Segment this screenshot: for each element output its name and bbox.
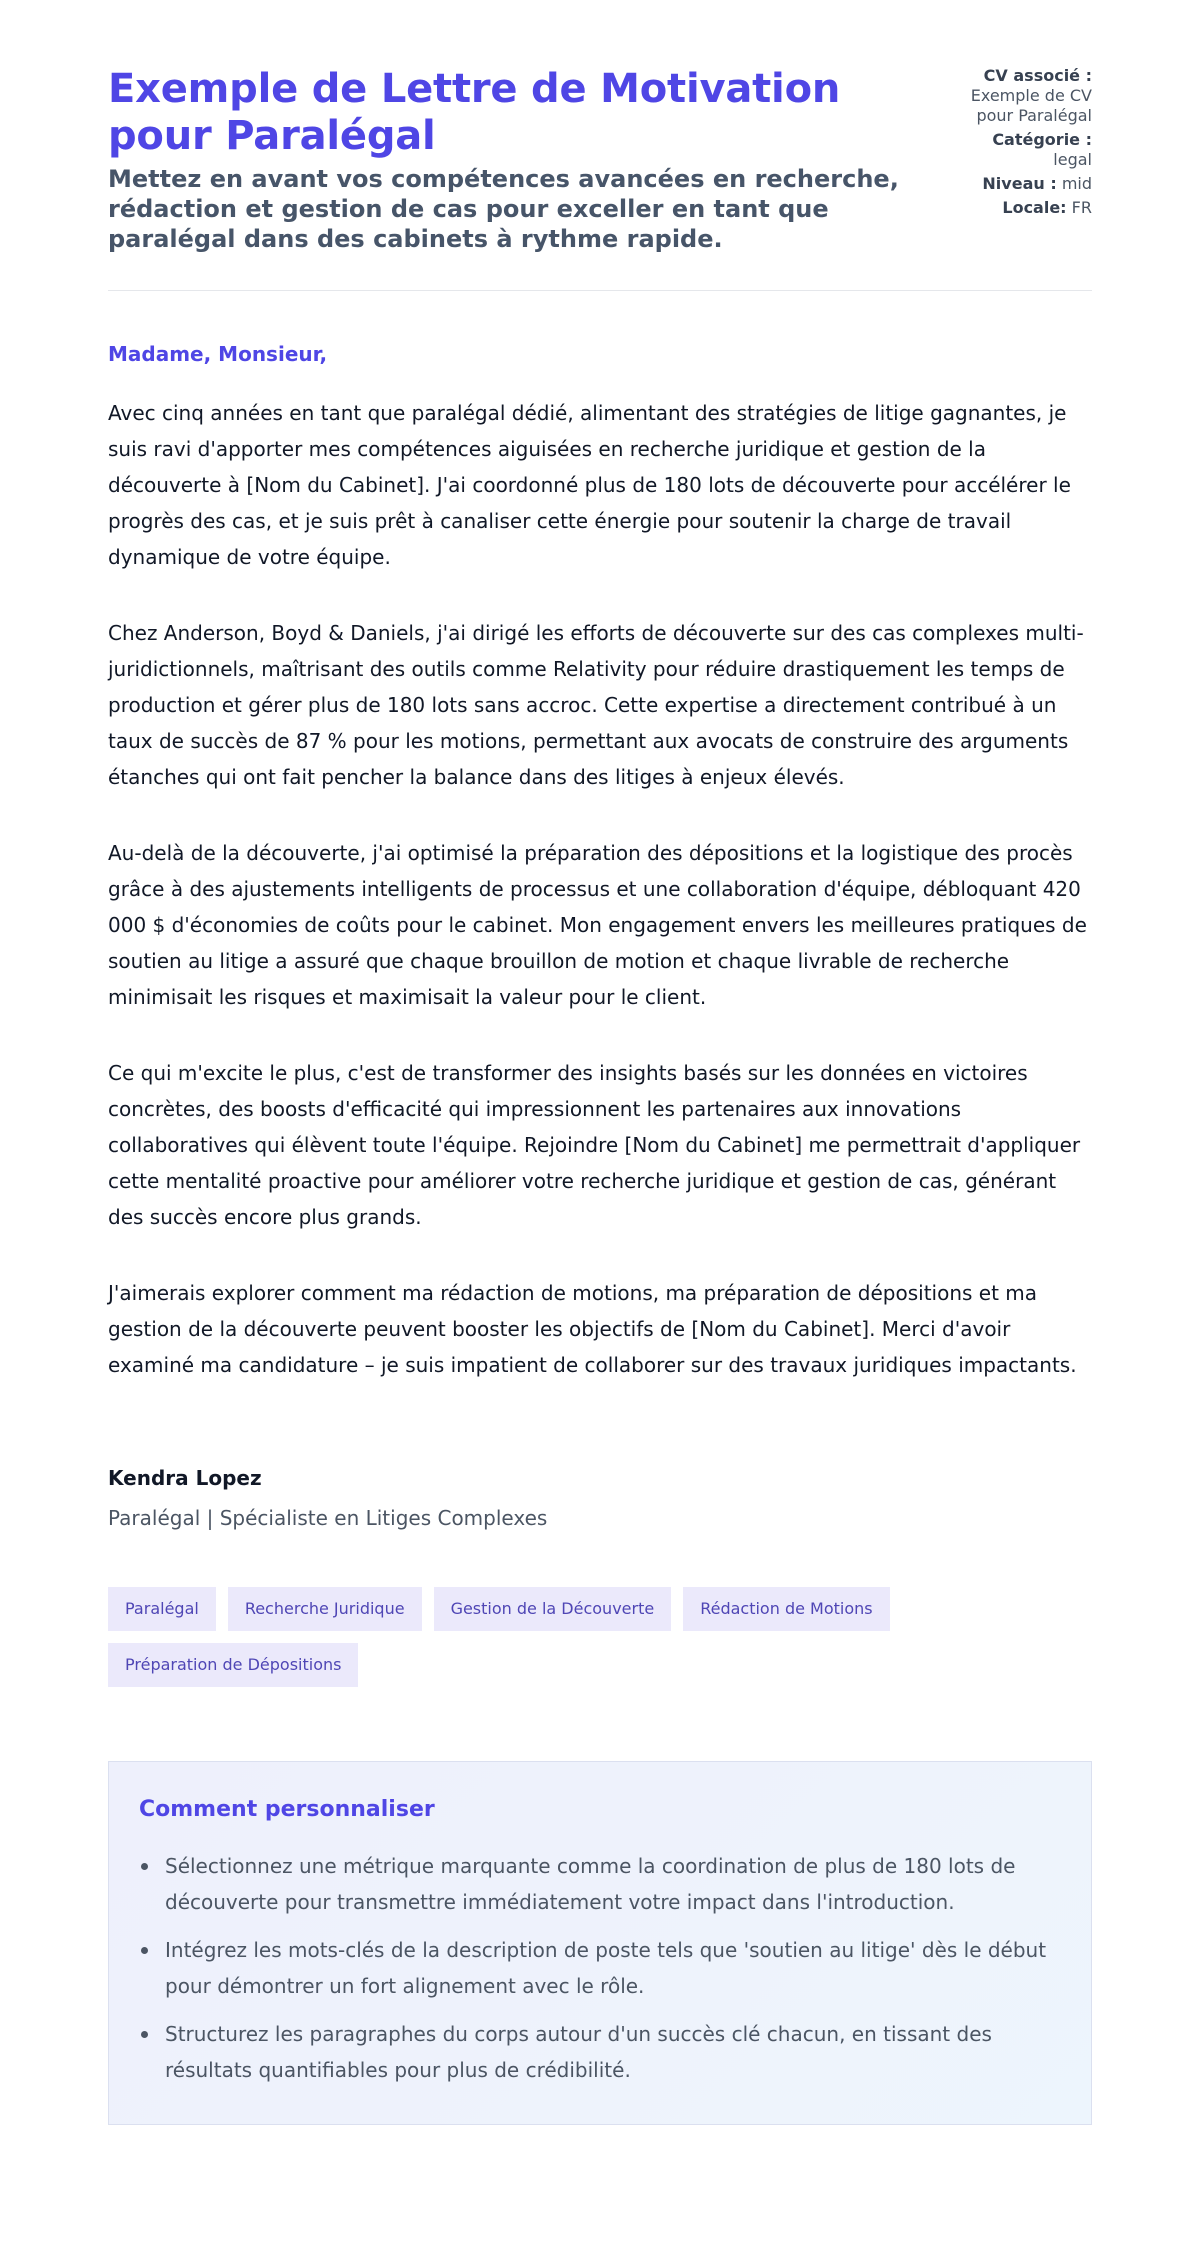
meta-category bbox=[942, 130, 1092, 170]
meta-cv-label: CV associé : bbox=[983, 66, 1092, 85]
meta-locale bbox=[942, 198, 1092, 218]
letter-paragraph: J'aimerais explorer comment ma rédaction de motions, ma préparation de dépositions et ma gestion de la découverte peuvent booster les objectifs de [Nom du Cabinet]. Merci d'avoir examiné ma candidature – je suis impatient de collaborer sur des travaux juridiques impactants. bbox=[108, 1281, 1077, 1377]
tips-list bbox=[139, 1848, 1061, 2088]
skill-tag: Gestion de la Découverte bbox=[434, 1587, 672, 1631]
header-titles bbox=[108, 66, 928, 254]
meta-cv bbox=[942, 66, 1092, 126]
meta-cv-value: Exemple de CV pour Paralégal bbox=[970, 86, 1092, 125]
meta-panel bbox=[942, 66, 1092, 222]
skill-tags bbox=[108, 1587, 1008, 1687]
meta-level-label: Niveau : bbox=[982, 174, 1057, 193]
letter-paragraph: Ce qui m'excite le plus, c'est de transformer des insights basés sur les données en victoires concrètes, des boosts d'efficacité qui impressionnent les partenaires aux innovations collaboratives qui élèvent toute l'équipe. Rejoindre [Nom du Cabinet] me permettrait d'appliquer cette mentalité proactive pour améliorer votre recherche juridique et gestion de cas, générant des succès encore plus grands. bbox=[108, 1061, 1081, 1229]
tips-list-item bbox=[139, 1932, 1061, 2004]
tips-item-text: Intégrez les mots-clés de la description de poste tels que 'soutien au litige' dès le début pour démontrer un fort alignement avec le rôle. bbox=[165, 1938, 1047, 1998]
page-title: Exemple de Lettre de Motivation pour Paralégal bbox=[108, 66, 841, 159]
tips-item-text: Structurez les paragraphes du corps autour d'un succès clé chacun, en tissant des résultats quantifiables pour plus de crédibilité. bbox=[165, 2022, 992, 2082]
bullet-icon bbox=[141, 1863, 148, 1870]
tips-list-item bbox=[139, 2016, 1061, 2088]
meta-category-label: Catégorie : bbox=[992, 130, 1092, 149]
signature-block bbox=[108, 1465, 1092, 1531]
skill-tag: Préparation de Dépositions bbox=[108, 1643, 358, 1687]
page-subtitle: Mettez en avant vos compétences avancées en recherche, rédaction et gestion de cas pour exceller en tant que paralégal dans des cabinets à rythme rapide. bbox=[108, 165, 899, 253]
skill-tag: Rédaction de Motions bbox=[683, 1587, 889, 1631]
meta-locale-value: FR bbox=[1071, 198, 1092, 217]
letter-paragraph: Au-delà de la découverte, j'ai optimisé la préparation des dépositions et la logistique des procès grâce à des ajustements intelligents de processus et une collaboration d'équipe, débloquant 420 000 $ d'économies de coûts pour le cabinet. Mon engagement envers les meilleures pratiques de soutien au litige a assuré que chaque brouillon de motion et chaque livrable de recherche minimisait les risques et maximisait la valeur pour le client. bbox=[108, 841, 1087, 1009]
customization-tips-box bbox=[108, 1761, 1092, 2125]
meta-level bbox=[942, 174, 1092, 194]
letter-paragraphs bbox=[108, 395, 1092, 1383]
letter-body bbox=[108, 341, 1092, 1383]
meta-level-value: mid bbox=[1061, 174, 1092, 193]
bullet-icon bbox=[141, 1947, 148, 1954]
tips-item-text: Sélectionnez une métrique marquante comme la coordination de plus de 180 lots de découverte pour transmettre immédiatement votre impact dans l'introduction. bbox=[165, 1854, 1016, 1914]
bullet-icon bbox=[141, 2031, 148, 2038]
letter-paragraph: Chez Anderson, Boyd & Daniels, j'ai dirigé les efforts de découverte sur des cas complexes multi-juridictionnels, maîtrisant des outils comme Relativity pour réduire drastiquement les temps de production et gérer plus de 180 lots sans accroc. Cette expertise a directement contribué à un taux de succès de 87 % pour les motions, permettant aux avocats de construire des arguments étanches qui ont fait pencher la balance dans des litiges à enjeux élevés. bbox=[108, 621, 1084, 789]
letter-greeting: Madame, Monsieur, bbox=[108, 342, 328, 366]
meta-locale-label: Locale: bbox=[1002, 198, 1067, 217]
skill-tag: Recherche Juridique bbox=[228, 1587, 422, 1631]
letter-paragraph: Avec cinq années en tant que paralégal dédié, alimentant des stratégies de litige gagnantes, je suis ravi d'apporter mes compétences aiguisées en recherche juridique et gestion de la découverte à [Nom du Cabinet]. J'ai coordonné plus de 180 lots de découverte pour accélérer le progrès des cas, et je suis prêt à canaliser cette énergie pour soutenir la charge de travail dynamique de votre équipe. bbox=[108, 401, 1071, 569]
skill-tag: Paralégal bbox=[108, 1587, 216, 1631]
tips-title: Comment personnaliser bbox=[139, 1797, 435, 1822]
meta-category-value: legal bbox=[1053, 150, 1092, 169]
page-header bbox=[108, 66, 1092, 291]
tips-list-item bbox=[139, 1848, 1061, 1920]
signature-name: Kendra Lopez bbox=[108, 1466, 262, 1490]
signature-title: Paralégal | Spécialiste en Litiges Complexes bbox=[108, 1506, 548, 1530]
